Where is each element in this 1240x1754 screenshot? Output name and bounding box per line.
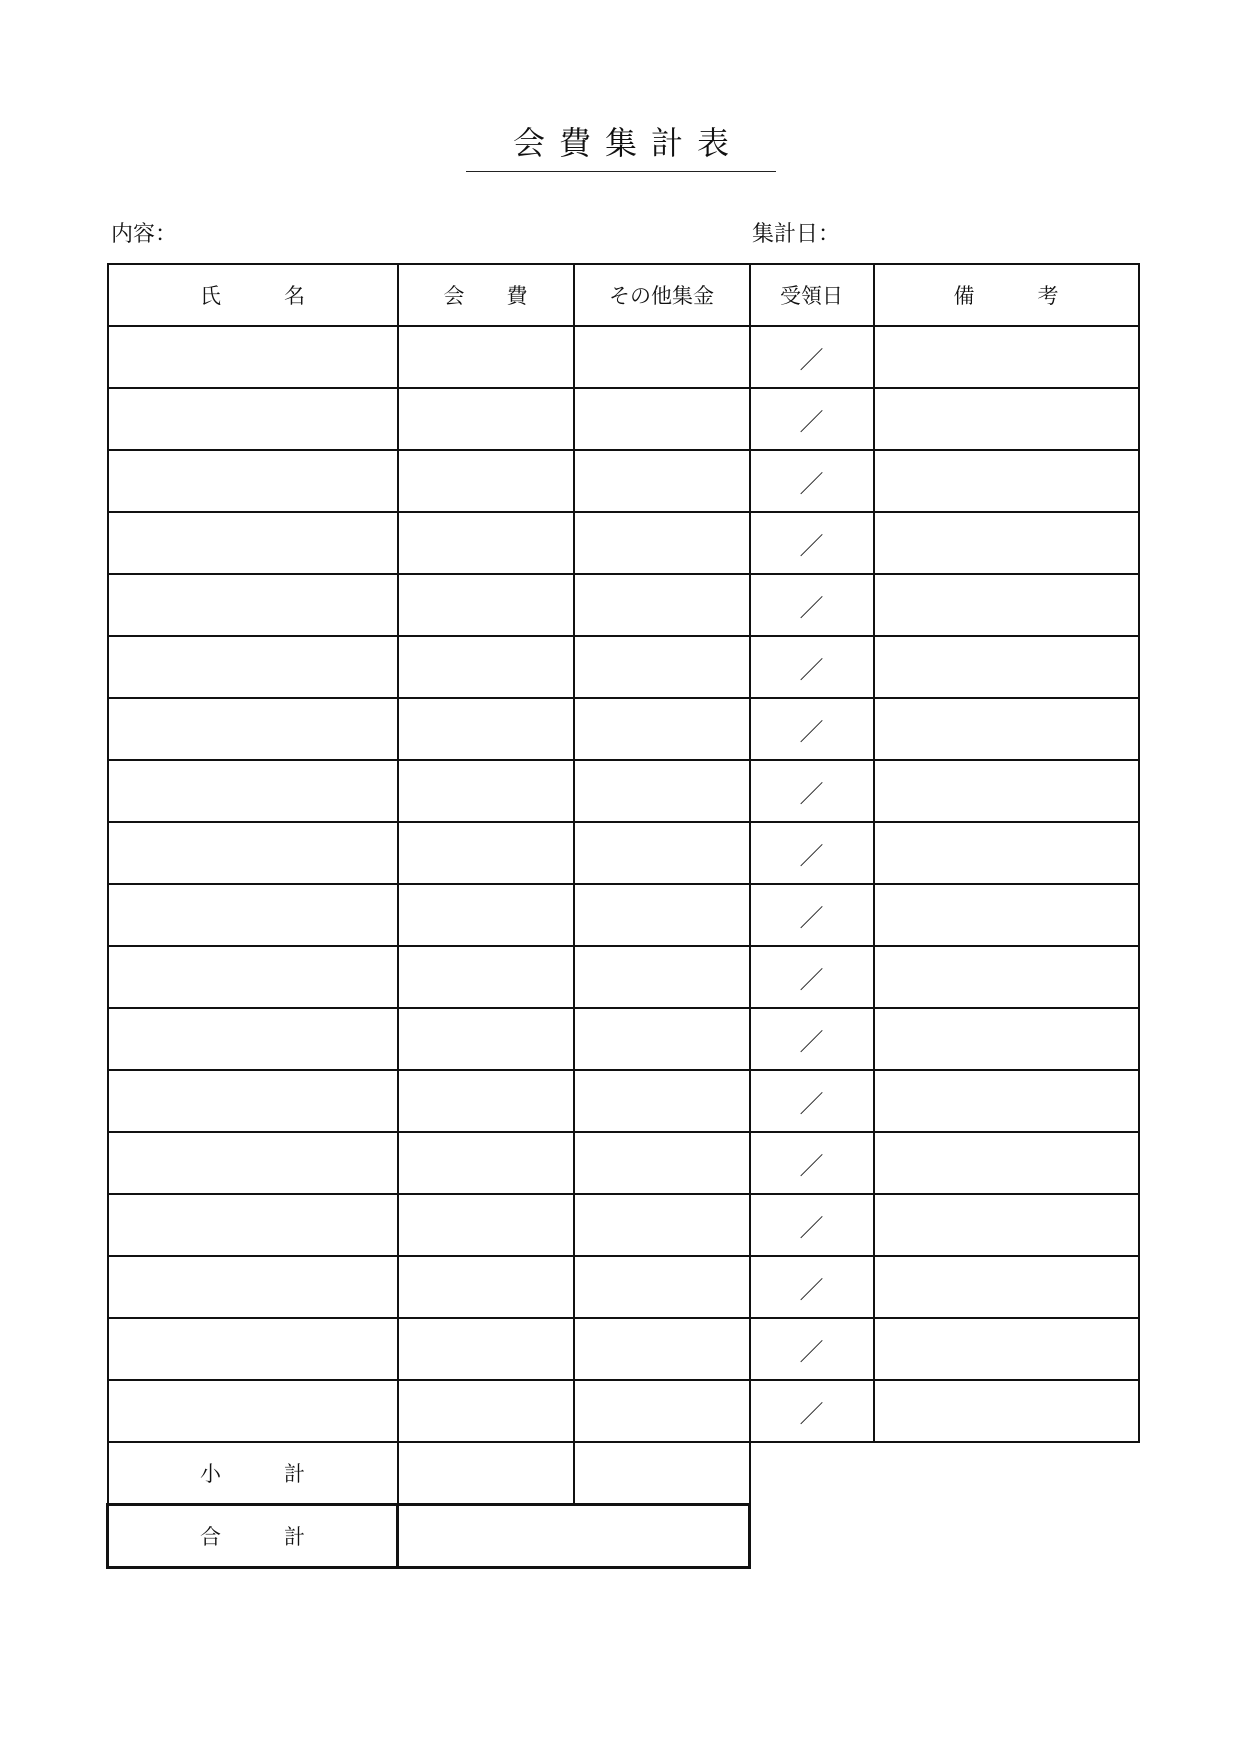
table-row <box>108 884 1139 946</box>
fee-cell[interactable] <box>398 760 574 822</box>
received-date-cell[interactable] <box>750 884 874 946</box>
other-collection-cell[interactable] <box>574 1318 750 1380</box>
name-cell[interactable] <box>108 636 398 698</box>
blank-cell <box>874 1505 1139 1568</box>
date-separator: ／ <box>799 1213 824 1242</box>
other-collection-cell[interactable] <box>574 698 750 760</box>
table-row <box>108 512 1139 574</box>
other-collection-cell[interactable] <box>574 388 750 450</box>
fee-cell[interactable] <box>398 1380 574 1442</box>
table-row <box>108 698 1139 760</box>
remarks-cell[interactable] <box>874 884 1139 946</box>
table-row <box>108 1008 1139 1070</box>
remarks-cell[interactable] <box>874 760 1139 822</box>
other-collection-cell[interactable] <box>574 1008 750 1070</box>
date-separator: ／ <box>799 965 824 994</box>
date-separator: ／ <box>799 593 824 622</box>
table-header-row <box>108 264 1139 326</box>
fee-summary-table <box>106 263 1140 1569</box>
other-collection-cell[interactable] <box>574 884 750 946</box>
table-row <box>108 1318 1139 1380</box>
other-collection-cell[interactable] <box>574 574 750 636</box>
table-row <box>108 822 1139 884</box>
header-remarks: 備 考 <box>874 264 1139 326</box>
date-separator: ／ <box>799 1275 824 1304</box>
other-collection-cell[interactable] <box>574 946 750 1008</box>
date-separator: ／ <box>799 1337 824 1366</box>
table-row <box>108 1380 1139 1442</box>
date-separator: ／ <box>799 1089 824 1118</box>
blank-cell <box>874 1442 1139 1505</box>
blank-cell <box>750 1442 874 1505</box>
name-cell[interactable] <box>108 760 398 822</box>
remarks-cell[interactable] <box>874 1008 1139 1070</box>
blank-cell <box>750 1505 874 1568</box>
remarks-cell[interactable] <box>874 698 1139 760</box>
received-date-cell[interactable] <box>750 946 874 1008</box>
name-cell[interactable] <box>108 1380 398 1442</box>
fee-cell[interactable] <box>398 450 574 512</box>
header-received-date: 受領日 <box>750 264 874 326</box>
header-name: 氏 名 <box>108 264 398 326</box>
other-collection-cell[interactable] <box>574 326 750 388</box>
total-label: 合 計 <box>108 1505 398 1568</box>
remarks-cell[interactable] <box>874 1256 1139 1318</box>
received-date-cell[interactable] <box>750 1318 874 1380</box>
fee-cell[interactable] <box>398 1318 574 1380</box>
other-collection-cell[interactable] <box>574 822 750 884</box>
table-row <box>108 1194 1139 1256</box>
remarks-cell[interactable] <box>874 574 1139 636</box>
remarks-cell[interactable] <box>874 1132 1139 1194</box>
remarks-cell[interactable] <box>874 946 1139 1008</box>
name-cell[interactable] <box>108 512 398 574</box>
received-date-cell[interactable] <box>750 1070 874 1132</box>
subtotal-row <box>108 1442 1139 1505</box>
name-cell[interactable] <box>108 1256 398 1318</box>
subtotal-fee-cell[interactable] <box>398 1442 574 1505</box>
date-separator: ／ <box>799 841 824 870</box>
received-date-cell[interactable] <box>750 822 874 884</box>
other-collection-cell[interactable] <box>574 1256 750 1318</box>
received-date-cell[interactable] <box>750 1256 874 1318</box>
name-cell[interactable] <box>108 946 398 1008</box>
other-collection-cell[interactable] <box>574 1194 750 1256</box>
other-collection-cell[interactable] <box>574 1070 750 1132</box>
other-collection-cell[interactable] <box>574 1132 750 1194</box>
fee-cell[interactable] <box>398 946 574 1008</box>
table-row <box>108 1132 1139 1194</box>
date-separator: ／ <box>799 1027 824 1056</box>
fee-cell[interactable] <box>398 512 574 574</box>
name-cell[interactable] <box>108 1008 398 1070</box>
received-date-cell[interactable] <box>750 1132 874 1194</box>
table-body <box>108 326 1139 1442</box>
received-date-cell[interactable] <box>750 1008 874 1070</box>
table-row <box>108 326 1139 388</box>
table-row <box>108 388 1139 450</box>
remarks-cell[interactable] <box>874 636 1139 698</box>
fee-cell[interactable] <box>398 636 574 698</box>
fee-cell[interactable] <box>398 822 574 884</box>
title-underline <box>466 171 776 172</box>
table-row <box>108 574 1139 636</box>
received-date-cell[interactable] <box>750 1380 874 1442</box>
name-cell[interactable] <box>108 326 398 388</box>
remarks-cell[interactable] <box>874 1194 1139 1256</box>
received-date-cell[interactable] <box>750 326 874 388</box>
date-separator: ／ <box>799 469 824 498</box>
date-separator: ／ <box>799 531 824 560</box>
table-row <box>108 760 1139 822</box>
header-other-collection: その他集金 <box>574 264 750 326</box>
date-separator: ／ <box>799 345 824 374</box>
table-row <box>108 450 1139 512</box>
date-separator: ／ <box>799 779 824 808</box>
name-cell[interactable] <box>108 388 398 450</box>
total-row <box>108 1505 1139 1568</box>
remarks-cell[interactable] <box>874 450 1139 512</box>
received-date-cell[interactable] <box>750 636 874 698</box>
other-collection-cell[interactable] <box>574 760 750 822</box>
fee-cell[interactable] <box>398 1256 574 1318</box>
remarks-cell[interactable] <box>874 822 1139 884</box>
fee-cell[interactable] <box>398 1194 574 1256</box>
other-collection-cell[interactable] <box>574 1380 750 1442</box>
received-date-cell[interactable] <box>750 760 874 822</box>
date-separator: ／ <box>799 1151 824 1180</box>
total-amount-cell[interactable] <box>398 1505 750 1568</box>
received-date-cell[interactable] <box>750 512 874 574</box>
table-row <box>108 1070 1139 1132</box>
fee-cell[interactable] <box>398 884 574 946</box>
other-collection-cell[interactable] <box>574 636 750 698</box>
other-collection-cell[interactable] <box>574 512 750 574</box>
fee-cell[interactable] <box>398 326 574 388</box>
name-cell[interactable] <box>108 450 398 512</box>
date-label: 集計日： <box>752 222 841 247</box>
table-row <box>108 946 1139 1008</box>
table-row <box>108 636 1139 698</box>
remarks-cell[interactable] <box>874 1318 1139 1380</box>
subtotal-label: 小 計 <box>108 1442 398 1505</box>
content-label: 内容： <box>111 222 178 247</box>
received-date-cell[interactable] <box>750 450 874 512</box>
name-cell[interactable] <box>108 1318 398 1380</box>
table-row <box>108 1256 1139 1318</box>
received-date-cell[interactable] <box>750 698 874 760</box>
remarks-cell[interactable] <box>874 1380 1139 1442</box>
header-fee: 会 費 <box>398 264 574 326</box>
date-separator: ／ <box>799 1399 824 1428</box>
fee-cell[interactable] <box>398 698 574 760</box>
remarks-cell[interactable] <box>874 1070 1139 1132</box>
other-collection-cell[interactable] <box>574 450 750 512</box>
fee-cell[interactable] <box>398 1070 574 1132</box>
received-date-cell[interactable] <box>750 1194 874 1256</box>
name-cell[interactable] <box>108 1132 398 1194</box>
name-cell[interactable] <box>108 1194 398 1256</box>
name-cell[interactable] <box>108 1070 398 1132</box>
page-title: 会費集計表 <box>512 124 743 162</box>
received-date-cell[interactable] <box>750 574 874 636</box>
fee-cell[interactable] <box>398 1008 574 1070</box>
remarks-cell[interactable] <box>874 512 1139 574</box>
name-cell[interactable] <box>108 884 398 946</box>
name-cell[interactable] <box>108 698 398 760</box>
received-date-cell[interactable] <box>750 388 874 450</box>
name-cell[interactable] <box>108 574 398 636</box>
date-separator: ／ <box>799 903 824 932</box>
remarks-cell[interactable] <box>874 326 1139 388</box>
fee-cell[interactable] <box>398 574 574 636</box>
date-separator: ／ <box>799 717 824 746</box>
date-separator: ／ <box>799 407 824 436</box>
fee-cell[interactable] <box>398 1132 574 1194</box>
date-separator: ／ <box>799 655 824 684</box>
subtotal-other-cell[interactable] <box>574 1442 750 1505</box>
name-cell[interactable] <box>108 822 398 884</box>
remarks-cell[interactable] <box>874 388 1139 450</box>
fee-cell[interactable] <box>398 388 574 450</box>
